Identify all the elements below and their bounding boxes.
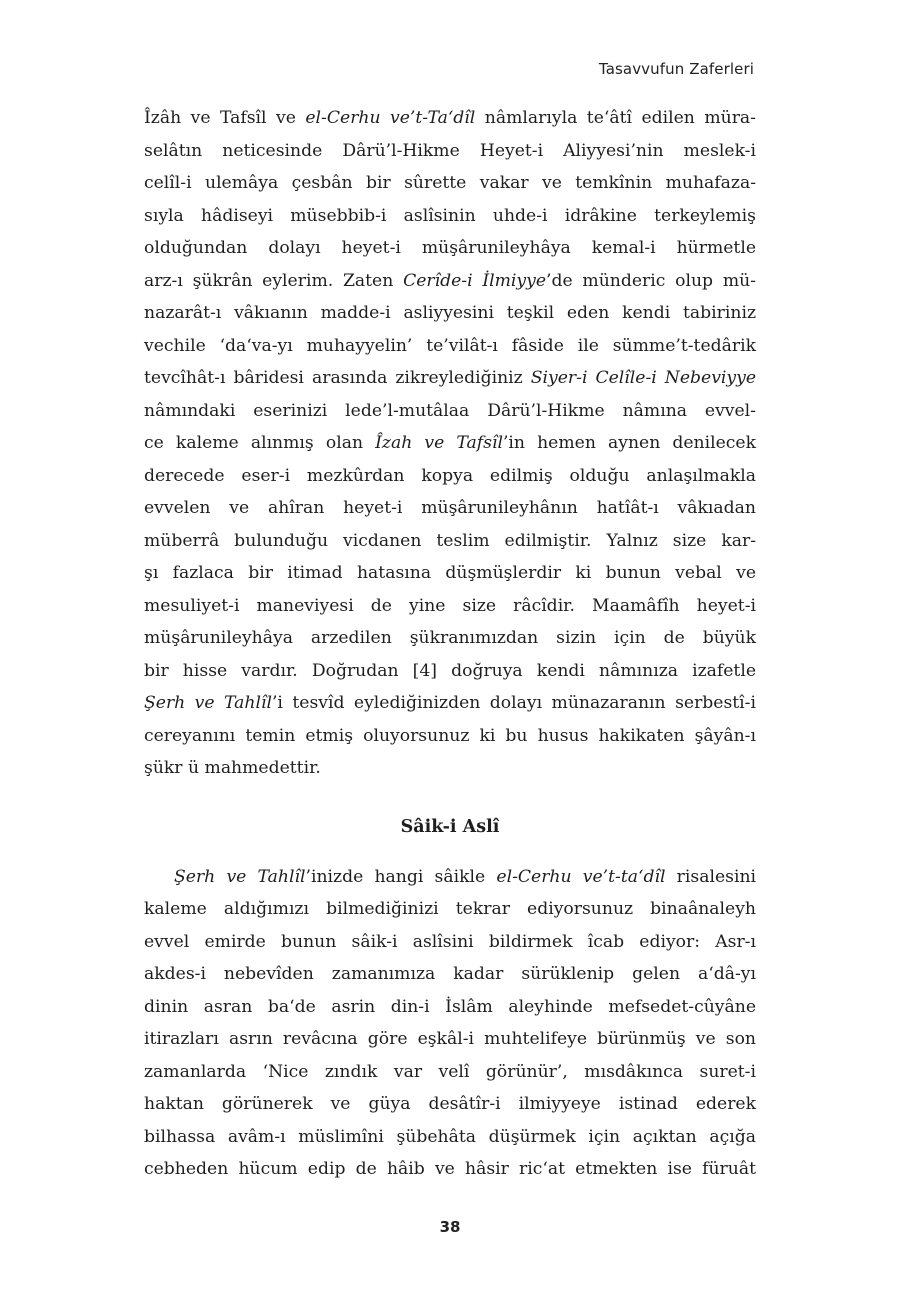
text-line: evvel emirde bunun sâik-i aslîsini bildirmek îcab ediyor: Asr-ı: [144, 931, 756, 952]
text-run: ce kaleme alınmış olan: [144, 433, 376, 453]
text-line: şı fazlaca bir itimad hatasına düşmüşlerdir ki bunun vebal ve: [144, 563, 756, 583]
text-line: [144, 362, 756, 395]
text-line: evvelen ve ahîran heyet-i müşârunileyhânın hatîât-ı vâkıadan: [144, 498, 756, 518]
italic-title: Cerîde-i İlmiyye: [403, 270, 547, 291]
page-body: [144, 102, 756, 1186]
text-line: celîl-i ulemâya çesbân bir sûrette vakar ve temkînin muhafaza-: [144, 173, 756, 193]
text-run: risalesini: [665, 866, 757, 887]
text-line: nazarât-ı vâkıanın madde-i asliyyesini teşkil eden kendi tabiriniz: [144, 303, 756, 323]
text-run: nâmlarıyla te‘âtî edilen müra-: [475, 108, 756, 128]
text-run: arz-ı şükrân eylerim. Zaten: [144, 270, 404, 291]
text-run: ’de münderic olup mü-: [546, 270, 756, 291]
text-run: ’in hemen aynen denilecek: [502, 433, 757, 453]
text-line: nâmındaki eserinizi lede’l-mutâlaa Dârü’l-Hikme nâmına evvel-: [144, 400, 756, 421]
text-run: ’inizde hangi sâikle: [305, 866, 497, 887]
text-line: haktan görünerek ve güya desâtîr-i ilmiyyeye istinad ederek: [144, 1094, 756, 1114]
running-header-title: Tasavvufun Zaferleri: [598, 60, 754, 78]
text-line: vechile ‘da‘va-yı muhayyelin’ te’vilât-ı fâside ile sümme’t-tedârik: [144, 335, 756, 356]
text-line: kaleme aldığımızı bilmediğinizi tekrar ediyorsunuz binaânaleyh: [144, 899, 756, 919]
text-line: itirazları asrın revâcına göre eşkâl-i muhtelifeye bürünmüş ve son: [144, 1029, 756, 1049]
text-line: [144, 427, 756, 460]
text-run: tevcîhât-ı bâridesi arasında zikreylediğiniz: [144, 368, 531, 388]
text-line: müşârunileyhâya arzedilen şükranımızdan sizin için de büyük: [144, 628, 756, 648]
text-line: [144, 265, 756, 298]
italic-title: el-Cerhu ve’t-ta‘dîl: [496, 866, 666, 887]
italic-title: Îzah ve Tafsîl: [375, 433, 503, 453]
text-line: cebheden hücum edip de hâib ve hâsir ric‘at etmekten ise füruât: [144, 1159, 756, 1179]
text-line: [144, 102, 756, 135]
text-line: [144, 687, 756, 720]
text-line: bir hisse vardır. Doğrudan [4] doğruya kendi nâmınıza izafetle: [144, 660, 756, 681]
paragraph-1: [144, 102, 756, 785]
text-line: şükr ü mahmedettir.: [144, 758, 321, 778]
text-line: derecede eser-i mezkûrdan kopya edilmiş olduğu anlaşılmakla: [144, 465, 756, 486]
text-line: bilhassa avâm-ı müslimîni şübehâta düşürmek için açıktan açığa: [144, 1126, 756, 1147]
section-heading: Sâik-i Aslî: [400, 816, 500, 837]
text-line: selâtın neticesinde Dârü’l-Hikme Heyet-i Aliyyesi’nin meslek-i: [144, 140, 756, 161]
text-line: mesuliyet-i maneviyesi de yine size râcîdir. Maamâfîh heyet-i: [144, 595, 756, 616]
italic-title: el-Cerhu ve’t-Ta‘dîl: [305, 108, 476, 128]
text-line: dinin asran ba‘de asrin din-i İslâm aleyhinde mefsedet-cûyâne: [144, 996, 756, 1017]
text-line: akdes-i nebevîden zamanımıza kadar sürüklenip gelen a‘dâ-yı: [144, 964, 756, 984]
italic-title: Şerh ve Tahlîl: [144, 693, 272, 713]
page-number: 38: [439, 1218, 461, 1236]
text-line: müberrâ bulunduğu vicdanen teslim edilmiştir. Yalnız size kar-: [144, 530, 756, 551]
text-line: olduğundan dolayı heyet-i müşârunileyhâya kemal-i hürmetle: [144, 238, 756, 258]
text-line: [144, 861, 756, 894]
text-line: zamanlarda ‘Nice zındık var velî görünür’, mısdâkınca suret-i: [144, 1061, 756, 1082]
text-run: Îzâh ve Tafsîl ve: [144, 108, 306, 128]
text-run: ’i tesvîd eylediğinizden dolayı münazaranın serbestî-i: [271, 693, 756, 713]
text-line: sıyla hâdiseyi müsebbib-i aslîsinin uhde-i idrâkine terkeylemiş: [144, 205, 756, 226]
italic-title: Şerh ve Tahlîl: [174, 866, 306, 887]
paragraph-2: [144, 861, 756, 1186]
text-line: cereyanını temin etmiş oluyorsunuz ki bu husus hakikaten şâyân-ı: [144, 725, 756, 746]
italic-title: Siyer-i Celîle-i Nebeviyye: [530, 368, 756, 388]
